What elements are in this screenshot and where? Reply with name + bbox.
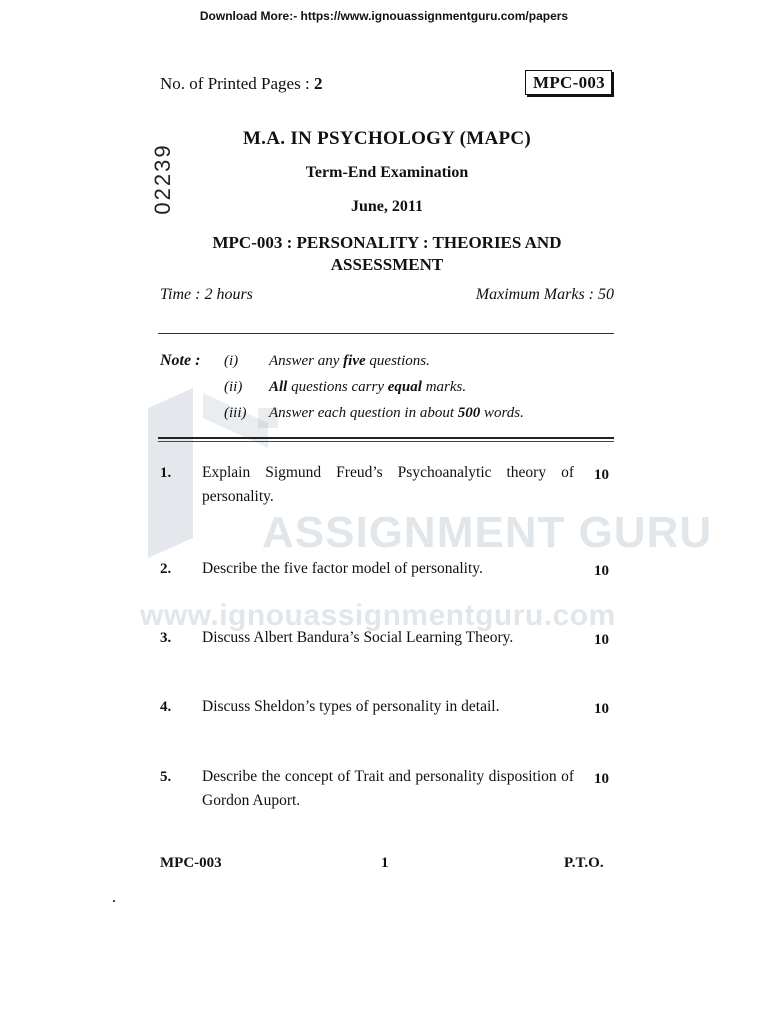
exam-session: June, 2011: [350, 198, 423, 215]
note-text: words.: [480, 405, 524, 421]
note-text: marks.: [421, 379, 467, 395]
printed-pages: [160, 74, 322, 94]
divider: [158, 441, 614, 442]
serial-number-text: 02239: [150, 143, 175, 215]
note-item: [269, 379, 466, 396]
note-item: [269, 405, 524, 422]
footer-course-code: MPC-003: [160, 855, 222, 871]
divider: [158, 437, 614, 439]
note-label: Note :: [160, 352, 201, 369]
question-marks: 10: [594, 467, 609, 483]
divider: [158, 333, 614, 334]
printed-pages-label: No. of Printed Pages :: [160, 74, 310, 93]
watermark-brand: ASSIGNMENT GURU: [262, 508, 713, 557]
note-emphasis: five: [343, 353, 366, 369]
course-title-line1: MPC-003 : PERSONALITY : THEORIES AND: [212, 233, 562, 252]
question-number: 5.: [160, 769, 172, 785]
programme-title: M.A. IN PSYCHOLOGY (MAPC): [242, 128, 532, 149]
question-text: Discuss Albert Bandura’s Social Learning Theory.: [202, 629, 514, 646]
exam-title: Term-End Examination: [305, 164, 469, 181]
note-emphasis: equal: [387, 379, 422, 395]
question-text: Discuss Sheldon’s types of personality in detail.: [202, 698, 500, 715]
question-marks: 10: [594, 563, 609, 579]
download-link[interactable]: Download More:- https://www.ignouassignmentguru.com/papers: [199, 9, 569, 23]
pto-label: P.T.O.: [564, 855, 604, 871]
course-title: [160, 232, 614, 276]
course-title-line2: ASSESSMENT: [330, 255, 444, 274]
note-text: Answer any: [269, 353, 344, 369]
note-item-number: (i): [224, 353, 239, 369]
note-item-number: (iii): [224, 405, 247, 421]
question-number: 2.: [160, 561, 172, 577]
question-number: 3.: [160, 630, 172, 646]
printed-pages-value: 2: [313, 74, 323, 93]
note-text: questions carry: [287, 379, 388, 395]
question-marks: 10: [594, 632, 609, 648]
stray-mark: [113, 900, 115, 902]
course-code-box: MPC-003: [525, 70, 612, 95]
page-number: 1: [381, 855, 389, 871]
time-allowed: Time : 2 hours: [160, 286, 253, 303]
note-item: [269, 353, 430, 370]
note-item-number: (ii): [224, 379, 243, 395]
question-marks: 10: [594, 771, 609, 787]
question-marks: 10: [594, 701, 609, 717]
question-text: Describe the concept of Trait and personality disposition of Gordon Auport.: [202, 768, 574, 809]
note-emphasis: All: [269, 379, 288, 395]
note-text: questions.: [365, 353, 430, 369]
question-number: 1.: [160, 465, 172, 481]
question-number: 4.: [160, 699, 172, 715]
maximum-marks: Maximum Marks : 50: [475, 286, 614, 303]
note-emphasis: 500: [457, 405, 481, 421]
question-text: Explain Sigmund Freud’s Psychoanalytic theory of personality.: [202, 464, 574, 505]
question-text: Describe the five factor model of personality.: [202, 560, 483, 577]
watermark-url: www.ignouassignmentguru.com: [140, 599, 616, 632]
note-text: Answer each question in about: [269, 405, 458, 421]
